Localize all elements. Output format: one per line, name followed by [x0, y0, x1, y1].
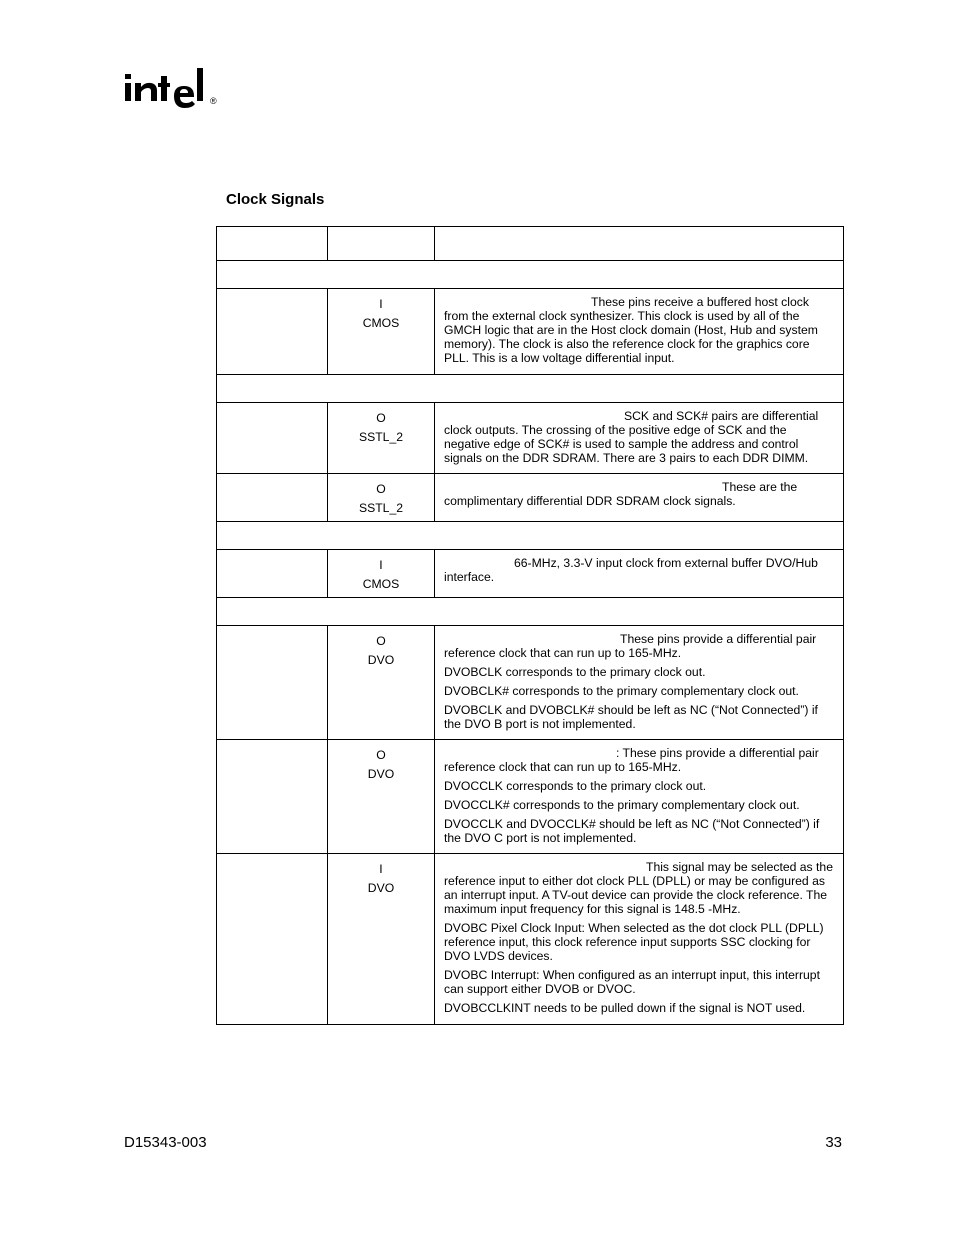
signal-description-cell [435, 289, 844, 375]
group-row-cell [217, 261, 844, 289]
signal-type-cell [328, 550, 435, 598]
signal-buffer-type: CMOS [362, 577, 400, 591]
signal-direction: I [379, 558, 383, 572]
signal-buffer-type: DVO [367, 767, 395, 781]
header-cell [217, 227, 328, 261]
signal-name-cell [217, 854, 328, 1025]
signal-name-cell [217, 289, 328, 375]
signal-name-cell [217, 740, 328, 854]
signal-type-cell [328, 474, 435, 522]
description-paragraph: DVOBC Pixel Clock Input: When selected as the dot clock PLL (DPLL) reference input, this clock reference input supports SSC clocking for DVO LVDS devices. [444, 921, 824, 963]
table-row [217, 403, 844, 474]
description-paragraph: DVOCCLK# corresponds to the primary complementary clock out. [444, 798, 800, 812]
description-paragraph: DVOBC Interrupt: When configured as an interrupt input, this interrupt can support either DVOB or DVOC. [444, 968, 820, 996]
signal-buffer-type: SSTL_2 [358, 430, 404, 444]
description-paragraph: DVOBCLK# corresponds to the primary complementary clock out. [444, 684, 799, 698]
description-paragraph: These pins receive a buffered host clock from the external clock synthesizer. This clock is used by all of the GMCH logic that are in the Host clock domain (Host, Hub and system memory). The clock is also the reference clock for the graphics core PLL. This is a low voltage differential input. [444, 295, 818, 365]
table-row [217, 522, 844, 550]
document-id: D15343-003 [124, 1134, 207, 1151]
signal-type-cell [328, 626, 435, 740]
signal-direction: O [376, 634, 386, 648]
header-cell [328, 227, 435, 261]
table-row [217, 550, 844, 598]
signal-direction: I [379, 862, 383, 876]
description-paragraph: DVOCCLK corresponds to the primary clock out. [444, 779, 707, 793]
description-paragraph: SCK and SCK# pairs are differential clock outputs. The crossing of the positive edge of SCK and the negative edge of SCK# is used to sample the address and control signals on the DDR SDRAM. There are 3 pairs to each DDR DIMM. [444, 409, 819, 465]
signal-name-cell [217, 626, 328, 740]
intel-logo [122, 60, 232, 120]
signal-description-cell [435, 474, 844, 522]
table-row [217, 289, 844, 375]
table-row [217, 626, 844, 740]
table-row [217, 598, 844, 626]
signal-name-cell [217, 474, 328, 522]
signal-direction: I [379, 297, 383, 311]
table-row [217, 261, 844, 289]
description-paragraph: 66-MHz, 3.3-V input clock from external buffer DVO/Hub interface. [444, 556, 818, 584]
signal-buffer-type: SSTL_2 [358, 501, 404, 515]
signal-name-cell [217, 550, 328, 598]
signal-type-cell [328, 854, 435, 1025]
description-paragraph: DVOBCLK and DVOBCLK# should be left as NC (“Not Connected”) if the DVO B port is not implemented. [444, 703, 818, 731]
table-row [217, 740, 844, 854]
description-paragraph: These are the complimentary differential DDR SDRAM clock signals. [444, 480, 798, 508]
signal-name-cell [217, 403, 328, 474]
signal-buffer-type: CMOS [362, 316, 400, 330]
description-paragraph: DVOBCCLKINT needs to be pulled down if the signal is NOT used. [444, 1001, 806, 1015]
page-number: 33 [825, 1134, 842, 1151]
table-row [217, 854, 844, 1025]
description-paragraph: This signal may be selected as the reference input to either dot clock PLL (DPLL) or may be configured as an interrupt input. A TV-out device can provide the clock reference. The maximum input frequency for this signal is 148.5 -MHz. [444, 860, 833, 916]
svg-text:®: ® [210, 96, 217, 106]
signal-buffer-type: DVO [367, 653, 395, 667]
description-paragraph: : These pins provide a differential pair reference clock that can run up to 165-MHz. [444, 746, 819, 774]
group-row-cell [217, 598, 844, 626]
description-paragraph: DVOBCLK corresponds to the primary clock out. [444, 665, 706, 679]
signal-direction: O [376, 411, 386, 425]
signal-type-cell [328, 740, 435, 854]
table-row [217, 474, 844, 522]
table-row [217, 375, 844, 403]
signal-description-cell [435, 403, 844, 474]
signal-description-cell [435, 740, 844, 854]
signal-description-cell [435, 854, 844, 1025]
signal-type-cell [328, 289, 435, 375]
signal-direction: O [376, 748, 386, 762]
signal-description-cell [435, 626, 844, 740]
description-paragraph: DVOCCLK and DVOCCLK# should be left as NC (“Not Connected”) if the DVO C port is not implemented. [444, 817, 820, 845]
signal-direction: O [376, 482, 386, 496]
header-cell [435, 227, 844, 261]
clock-signals-table [216, 226, 844, 1025]
group-row-cell [217, 522, 844, 550]
section-title: Clock Signals [226, 191, 325, 208]
signal-buffer-type: DVO [367, 881, 395, 895]
table-row [217, 227, 844, 261]
group-row-cell [217, 375, 844, 403]
description-paragraph: These pins provide a differential pair reference clock that can run up to 165-MHz. [444, 632, 817, 660]
signal-description-cell [435, 550, 844, 598]
signal-type-cell [328, 403, 435, 474]
